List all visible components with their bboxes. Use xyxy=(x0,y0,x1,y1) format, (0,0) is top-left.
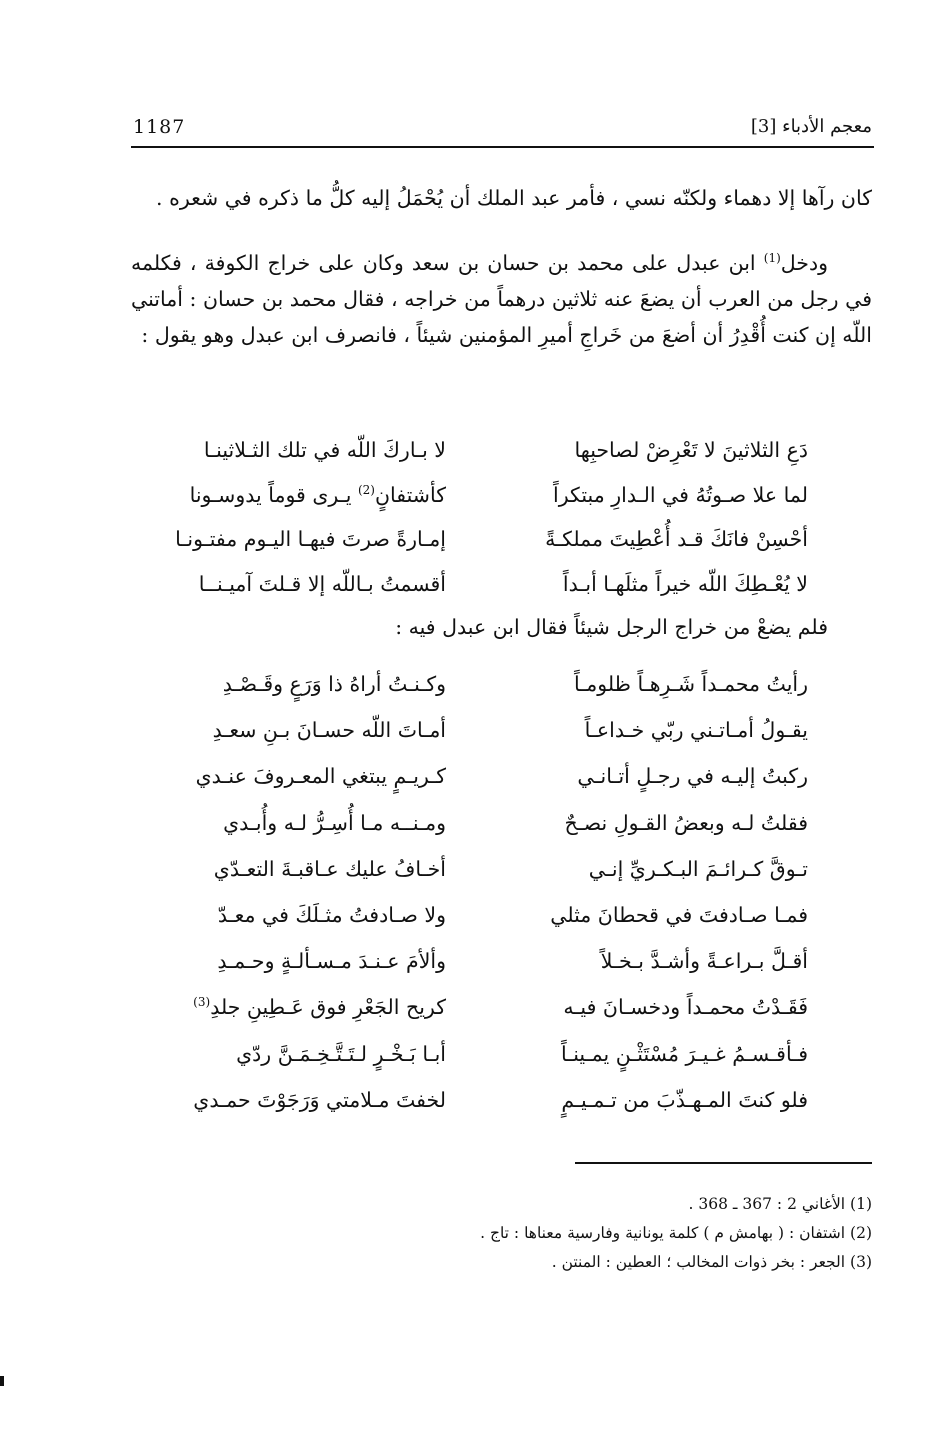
verse-line xyxy=(131,811,872,857)
verse-second-hemistich: أبـا بَـخْـرٍ لـتَـتَّـخِـمَـنَّ ردّي xyxy=(236,1041,446,1066)
paragraph-1-text: كان رآها إلا دهماء ولكنّه نسي ، فأمر عبد الملك أن يُحْمَلُ إليه كلُّ ما ذكره في شعره . xyxy=(156,186,872,210)
verse-first-hemistich: دَعِ الثلاثينَ لا تَعْرِضْ لصاحبِها xyxy=(574,438,808,462)
verse-text: كريح الجَعْرِ فوق عَـطِينِ جلدِ xyxy=(210,995,446,1020)
verse-first-hemistich: أقـلَّ بـراعـةً وأشـدَّ بـخـلاً xyxy=(600,949,808,974)
verse-text: كأشتفانٍ xyxy=(374,482,446,507)
verse-second-hemistich: وكـنـتُ أراهُ ذا وَرَعٍ وقَـصْـدِ xyxy=(222,672,446,696)
footnote-ref-2: (2) xyxy=(357,482,375,497)
verse-line xyxy=(131,903,872,949)
verse-line xyxy=(131,764,872,810)
paragraph-3-text: فلم يضعْ من خراج الرجل شيئاً فقال ابن عبدل فيه : xyxy=(395,615,828,639)
verse-first-hemistich: ركبتُ إليـه في رجـلٍ أتـانـي xyxy=(577,764,808,789)
scan-edge-mark xyxy=(0,1376,4,1386)
verse-first-hemistich: تـوقَّ كـرائـمَ البـكـريِّ إنـي xyxy=(588,856,808,881)
verse-line xyxy=(131,438,872,483)
verse-first-hemistich: لما علا صـوتُهُ في الـدارِ مبتكراً xyxy=(553,482,808,507)
paragraph-1 xyxy=(131,180,872,216)
paragraph-3 xyxy=(131,609,828,645)
verse-text: يـرى قوماً يدوسـونا xyxy=(189,482,358,507)
verse-first-hemistich: فقلتُ لـه وبعضُ القـولِ نصـحٌ xyxy=(564,810,808,835)
verse-second-hemistich: أقسمتُ بـاللّه إلا قـلتَ آميـنــا xyxy=(198,571,446,596)
verse-line xyxy=(131,1042,872,1088)
verse-second-hemistich: لا بـاركَ اللّه في تلك الثـلاثينـا xyxy=(203,438,446,462)
verse-second-hemistich: وألأمَ عـنـدَ مـسـألـةٍ وحـمـدِ xyxy=(217,949,446,974)
verse-first-hemistich: أحْسِنْ فانَكَ قـد أُعْطِيتَ مملكـةً xyxy=(545,527,808,551)
footnote-ref-3: (3) xyxy=(193,995,211,1010)
footnotes xyxy=(131,1190,872,1277)
verse-line xyxy=(131,483,872,528)
verse-second-hemistich: أمـاتَ اللّه حسـانَ بـنِ سعـدِ xyxy=(212,718,446,743)
poem-1 xyxy=(131,438,872,616)
poem-2 xyxy=(131,672,872,1134)
footnote-rule xyxy=(575,1162,872,1164)
verse-first-hemistich: فـأقـسـمُ غـيـرَ مُسْتَثْـنٍ يمـينـاً xyxy=(560,1041,808,1066)
verse-second-hemistich: لخفتَ مـلامتي وَرَجَوْتَ حمـدي xyxy=(193,1087,446,1112)
verse-first-hemistich: فمـا صـادفتَ في قحطانَ مثلي xyxy=(550,902,808,927)
verse-second-hemistich: أخـافُ عليك عـاقبـةَ التعـدّي xyxy=(213,856,446,881)
verse-first-hemistich: فلو كنتَ المـهـذّبَ من تـمـيـمٍ xyxy=(561,1087,808,1112)
verse-line xyxy=(131,949,872,995)
verse-second-hemistich: كـريـمٍ يبتغي المعـروفَ عنـدي xyxy=(195,764,446,789)
footnote-1: (1) الأغاني 2 : 367 ـ 368 . xyxy=(688,1195,872,1213)
footnote-ref-1: (1) xyxy=(763,251,781,265)
running-header-title: معجم الأدباء [3] xyxy=(750,116,872,137)
verse-first-hemistich: يقـولُ أمـاتـني ربّي خـداعـاً xyxy=(584,718,808,743)
verse-line xyxy=(131,857,872,903)
verse-second-hemistich xyxy=(116,483,446,507)
verse-line xyxy=(131,527,872,572)
paragraph-2 xyxy=(131,240,872,353)
verse-line xyxy=(131,718,872,764)
verse-line xyxy=(131,672,872,718)
verse-second-hemistich: ومـنــه مـا أُسِـرُّ لـه وأُبـدي xyxy=(223,810,446,835)
verse-second-hemistich xyxy=(116,995,446,1019)
verse-line xyxy=(131,1088,872,1134)
footnote-3: (3) الجعر : بخر ذوات المخالب ؛ العطين : المنتن . xyxy=(551,1253,872,1271)
verse-line xyxy=(131,995,872,1041)
header-rule xyxy=(131,146,874,148)
verse-first-hemistich: لا يُعْـطِكَ اللّه خيراً مثلَهـا أبـداً xyxy=(562,571,808,596)
paragraph-2-text: ابن عبدل على محمد بن حسان بن سعد وكان على خراج الكوفة ، فكلمه في رجل من العرب أن يضعَ عنه ثلاثين درهماً من خراجه ، فقال محمد بن حسان : أماتني اللّه إن كنت أُقْدِرُ أن أضعَ من خَراجِ أميرِ المؤمنين شيئاً ، فانصرف ابن عبدل وهو يقول : xyxy=(131,250,872,347)
verse-second-hemistich: ولا صـادفتُ مثـلَكَ في معـدّ xyxy=(217,902,446,927)
footnote-2: (2) اشتفان : ( بهامش م ) كلمة يونانية وفارسية معناها : تاج . xyxy=(480,1224,872,1242)
page-number: 1187 xyxy=(133,116,186,138)
verse-first-hemistich: فَقَـدْتُ محمـداً ودخسـانَ فيـه xyxy=(563,995,808,1020)
verse-first-hemistich: رأيتُ محمـداً شَـرِهـاً ظلومـاً xyxy=(574,672,808,696)
paragraph-2-lead: ودخل xyxy=(780,250,828,275)
verse-second-hemistich: إمـارةً صرتَ فيهـا اليـوم مفتـونـا xyxy=(175,527,446,551)
